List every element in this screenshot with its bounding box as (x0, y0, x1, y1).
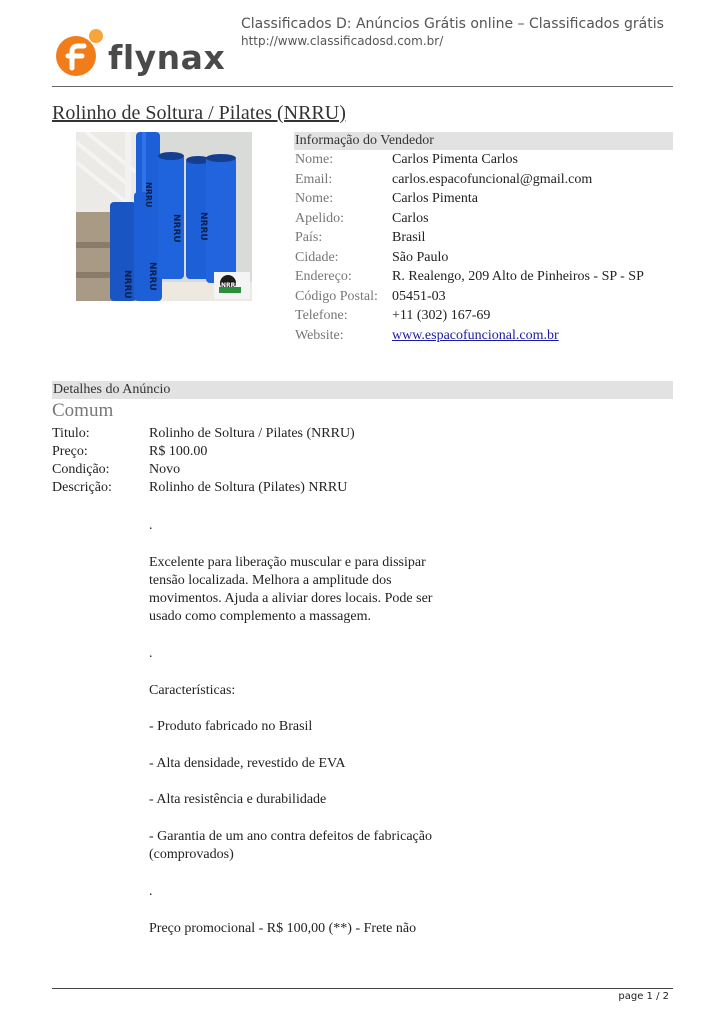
description-paragraph: - Garantia de um ano contra defeitos de fabricação (comprovados) (149, 829, 432, 863)
details-row-price (52, 443, 355, 461)
description-paragraph: . (149, 646, 153, 662)
roller-label: NRRU (144, 182, 153, 208)
seller-label: Nome: (295, 191, 334, 206)
product-photo[interactable] (76, 132, 252, 301)
ad-details-table (52, 425, 355, 497)
seller-value: +11 (302) 167-69 (392, 308, 491, 323)
badge-label: NRRU (221, 282, 241, 289)
seller-value: R. Realengo, 209 Alto de Pinheiros - SP - SP (392, 269, 644, 284)
description-paragraph: . (149, 883, 153, 899)
roller-label: NRRU (122, 270, 132, 299)
price-value: R$ 100.00 (149, 444, 208, 459)
seller-row-address (295, 267, 644, 287)
header-divider (52, 86, 673, 87)
seller-value: Carlos Pimenta Carlos (392, 152, 518, 167)
details-value: Rolinho de Soltura / Pilates (NRRU) (149, 426, 355, 441)
seller-website-link[interactable]: www.espacofuncional.com.br (392, 327, 559, 343)
description-paragraph: Excelente para liberação muscular e para dissipar tensão localizada. Melhora a amplitude dos movimentos. Ajuda a aliviar dores locais. Pode ser usado como complemento a massagem. (149, 554, 433, 625)
seller-row-website (295, 326, 644, 346)
ad-details-heading: Detalhes do Anúncio (52, 381, 673, 399)
seller-row-nickname (295, 209, 644, 229)
seller-row-city (295, 248, 644, 268)
details-value: Rolinho de Soltura (Pilates) NRRU (149, 480, 348, 495)
seller-email-value: carlos.espacofuncional@gmail.com (392, 171, 593, 187)
seller-label: País: (295, 230, 323, 245)
description-paragraph: - Alta densidade, revestido de EVA (149, 755, 346, 771)
seller-row-name (295, 150, 644, 170)
description-paragraph: - Produto fabricado no Brasil (149, 719, 313, 735)
description-paragraph: Preço promocional - R$ 100,00 (**) - Frete não (149, 920, 417, 936)
site-logo[interactable] (52, 18, 227, 80)
flynax-logo-icon (54, 26, 106, 78)
seller-label: Apelido: (295, 210, 344, 226)
details-row-title (52, 425, 355, 443)
ad-title[interactable]: Rolinho de Soltura / Pilates (NRRU) (52, 102, 346, 124)
seller-value: Carlos Pimenta (392, 191, 478, 206)
seller-row-email (295, 170, 644, 190)
footer-divider (52, 988, 673, 989)
seller-value: Brasil (392, 230, 426, 245)
roller-label: NRRU (147, 262, 157, 291)
seller-label: Email: (295, 171, 333, 187)
page-number: page 1 / 2 (618, 991, 669, 1002)
site-name: Classificados D: Anúncios Grátis online – Classificados grátis (241, 16, 664, 32)
seller-row-phone (295, 306, 644, 326)
seller-label: Telefone: (295, 308, 348, 323)
roller-label: NRRU (198, 212, 208, 241)
seller-label: Website: (295, 327, 344, 343)
site-url[interactable]: http://www.classificadosd.com.br/ (241, 34, 444, 48)
logo-wordmark: flynax (108, 38, 226, 77)
ad-description (149, 517, 459, 956)
seller-value: Carlos (392, 210, 429, 226)
seller-row-contact-name (295, 189, 644, 209)
seller-row-postal-code (295, 287, 644, 307)
seller-info-heading: Informação do Vendedor (294, 132, 673, 150)
description-paragraph: - Alta resistência e durabilidade (149, 792, 327, 808)
seller-label: Código Postal: (295, 288, 378, 304)
details-label: Descrição: (52, 480, 112, 495)
section-title-common: Comum (52, 400, 114, 421)
details-row-condition (52, 461, 355, 479)
seller-label: Endereço: (295, 269, 352, 284)
seller-row-country (295, 228, 644, 248)
description-paragraph: . (149, 518, 153, 533)
seller-value: São Paulo (392, 249, 449, 265)
seller-label: Cidade: (295, 249, 339, 265)
roller-label: NRRU (171, 214, 181, 243)
details-label: Condição: (52, 462, 110, 477)
seller-label: Nome: (295, 152, 334, 167)
details-label: Titulo: (52, 426, 90, 441)
seller-value: 05451-03 (392, 288, 446, 304)
seller-info-table (295, 150, 644, 345)
details-label: Preço: (52, 444, 88, 459)
roller-labels (76, 132, 252, 301)
description-paragraph: Características: (149, 682, 236, 698)
details-value: Novo (149, 462, 181, 477)
details-row-description (52, 479, 355, 497)
